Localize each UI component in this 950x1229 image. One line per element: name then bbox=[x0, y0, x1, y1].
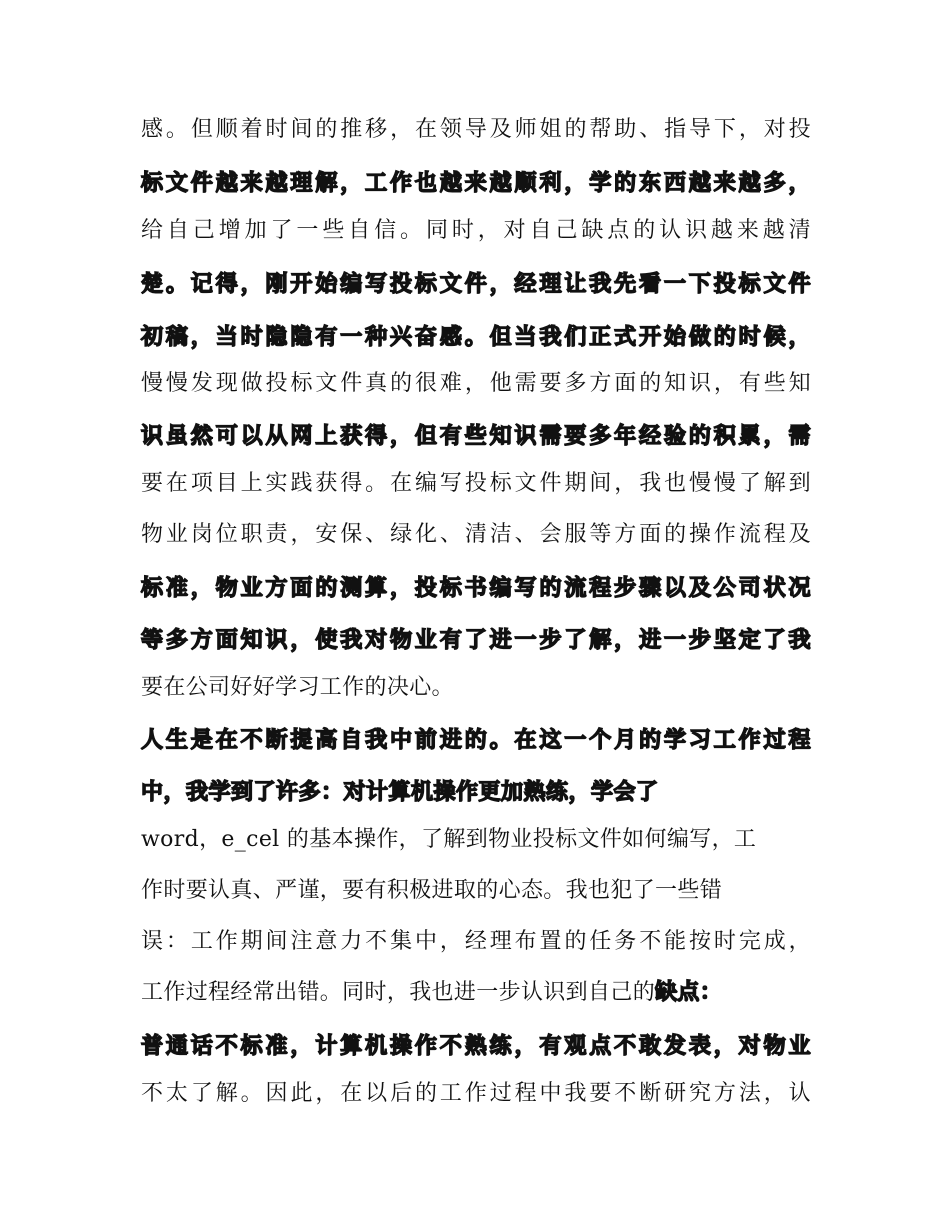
text-line: 物业岗位职责，安保、绿化、清洁、会服等方面的操作流程及 bbox=[141, 522, 811, 547]
text-segment-outlined: 缺点： bbox=[655, 980, 723, 1005]
text-line bbox=[141, 973, 811, 1013]
text-line: 中，我学到了许多：对计算机操作更加熟练，学会了 bbox=[141, 780, 659, 805]
text-line: word，e_cel 的基本操作，了解到物业投标文件如何编写，工 bbox=[141, 827, 757, 852]
text-line: 作时要认真、严谨，要有积极进取的心态。我也犯了一些错 bbox=[141, 878, 723, 903]
text-line: 识虽然可以从网上获得，但有些知识需要多年经验的积累，需 bbox=[141, 424, 811, 449]
text-line: 普通话不标准，计算机操作不熟练，有观点不敢发表，对物业 bbox=[141, 1034, 811, 1059]
text-line: 误：工作期间注意力不集中，经理布置的任务不能按时完成， bbox=[141, 929, 811, 954]
text-line: 等多方面知识，使我对物业有了进一步了解，进一步坚定了我 bbox=[141, 628, 811, 653]
text-line: 楚。记得，刚开始编写投标文件，经理让我先看一下投标文件 bbox=[141, 272, 811, 297]
text-segment: 工作过程经常出错。同时，我也进一步认识到自己的 bbox=[141, 980, 656, 1005]
text-line: 人生是在不断提高自我中前进的。在这一个月的学习工作过程 bbox=[141, 728, 811, 753]
text-line: 慢慢发现做投标文件真的很难，他需要多方面的知识，有些知 bbox=[141, 371, 811, 396]
text-line: 给自己增加了一些自信。同时，对自己缺点的认识越来越清 bbox=[141, 218, 811, 243]
text-line: 不太了解。因此，在以后的工作过程中我要不断研究方法，认 bbox=[141, 1081, 811, 1106]
text-line: 标准，物业方面的测算，投标书编写的流程步骤以及公司状况 bbox=[141, 576, 811, 601]
text-line: 标文件越来越理解，工作也越来越顺利，学的东西越来越多， bbox=[141, 171, 811, 196]
text-line: 要在项目上实践获得。在编写投标文件期间，我也慢慢了解到 bbox=[141, 471, 811, 496]
text-line: 初稿，当时隐隐有一种兴奋感。但当我们正式开始做的时候， bbox=[141, 325, 811, 350]
text-line: 感。但顺着时间的推移，在领导及师姐的帮助、指导下，对投 bbox=[141, 117, 811, 142]
text-line: 要在公司好好学习工作的决心。 bbox=[141, 675, 454, 700]
